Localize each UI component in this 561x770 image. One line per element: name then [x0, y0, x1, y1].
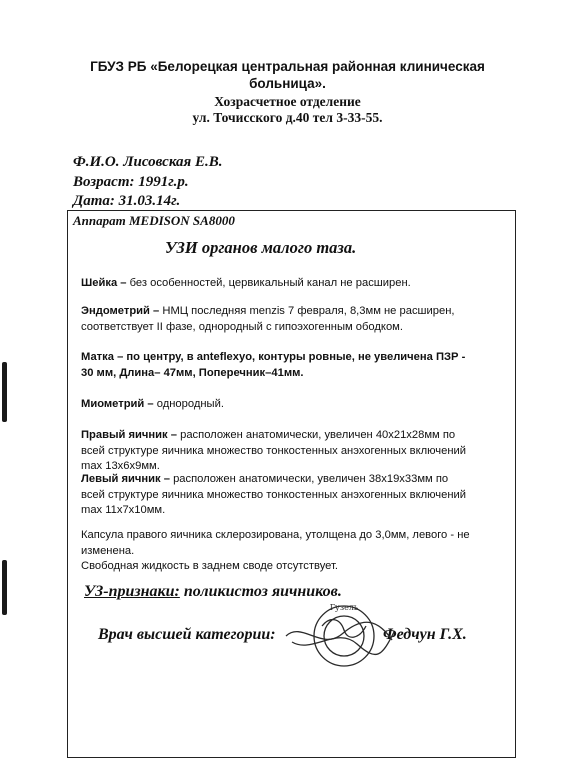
- endometrium-text-2: соответствует II фазе, однородный с гипоэхогенным ободком.: [81, 320, 403, 333]
- cervix-text: без особенностей, цервикальный канал не расширен.: [126, 277, 411, 289]
- right-ovary-label: Правый яичник –: [81, 429, 177, 441]
- capsule-paragraph: [81, 528, 509, 575]
- capsule-line-1: Капсула правого яичника склерозирована, утолщена до 3,0мм, левого - не: [81, 529, 470, 541]
- organization-name-line2: больница».: [249, 76, 326, 91]
- right-ovary-text-2: всей структуре яичника множество тонкостенных анэхогенных включений: [81, 444, 467, 457]
- patient-name: Ф.И.О. Лисовская Е.В.: [73, 154, 223, 170]
- uterus-line-2: 30 мм, Длина– 47мм, Поперечник–41мм.: [81, 366, 304, 379]
- department-block: [60, 94, 515, 126]
- scan-edge-mark-top: [2, 362, 7, 422]
- device-name: Аппарат MEDISON SA8000: [73, 213, 235, 228]
- exam-date: Дата: 31.03.14г.: [73, 193, 181, 209]
- left-ovary-paragraph: [81, 472, 509, 519]
- seal-lettering: Гузель: [329, 603, 359, 612]
- signature-stroke-2: [292, 632, 394, 654]
- organization-name-line1: ГБУЗ РБ «Белорецкая центральная районная клиническая: [90, 59, 485, 74]
- left-ovary-text-1: расположен анатомически, увеличен 38х19х33мм по: [169, 473, 449, 485]
- patient-age: Возраст: 1991г.р.: [73, 174, 189, 190]
- right-ovary-paragraph: [81, 428, 509, 475]
- free-fluid-line: Свободная жидкость в заднем своде отсутствует.: [81, 560, 339, 572]
- myometrium-label: Миометрий –: [81, 398, 154, 410]
- department-address: ул. Точисского д.40 тел 3-33-55.: [192, 110, 383, 125]
- right-ovary-text-3: max 13х6х9мм.: [81, 460, 160, 472]
- signature-seal-image: [282, 596, 397, 676]
- endometrium-text-1: НМЦ последняя menzis 7 февраля, 8,3мм не расширен,: [159, 305, 455, 317]
- department-name: Хозрасчетное отделение: [214, 94, 361, 109]
- endometrium-paragraph: [81, 304, 509, 335]
- capsule-line-2: изменена.: [81, 544, 135, 557]
- left-ovary-label: Левый яичник –: [81, 473, 170, 485]
- cervix-label: Шейка –: [81, 277, 127, 289]
- left-ovary-text-2: всей структуре яичника множество тонкостенных анэхогенных включений: [81, 488, 467, 501]
- myometrium-text: однородный.: [153, 398, 224, 410]
- organization-header: [60, 58, 515, 92]
- scan-edge-mark-bottom: [2, 560, 7, 615]
- left-ovary-text-3: max 11х7х10мм.: [81, 504, 166, 516]
- myometrium-paragraph: [81, 397, 509, 413]
- doctor-role: Врач высшей категории:: [98, 626, 276, 643]
- right-ovary-text-1: расположен анатомически, увеличен 40х21х28мм по: [176, 429, 456, 441]
- report-title: УЗИ органов малого таза.: [165, 238, 357, 257]
- conclusion-text: поликистоз яичников.: [179, 583, 342, 600]
- seal-outer-ring: [314, 606, 374, 666]
- doctor-name: Федчун Г.Х.: [383, 626, 467, 643]
- uterus-paragraph: [81, 350, 509, 381]
- endometrium-label: Эндометрий –: [81, 305, 160, 317]
- cervix-paragraph: [81, 276, 509, 292]
- conclusion-label: УЗ-признаки:: [84, 583, 180, 600]
- uterus-line-1: Матка – по центру, в anteflexyo, контуры ровные, не увеличена ПЗР -: [81, 351, 466, 363]
